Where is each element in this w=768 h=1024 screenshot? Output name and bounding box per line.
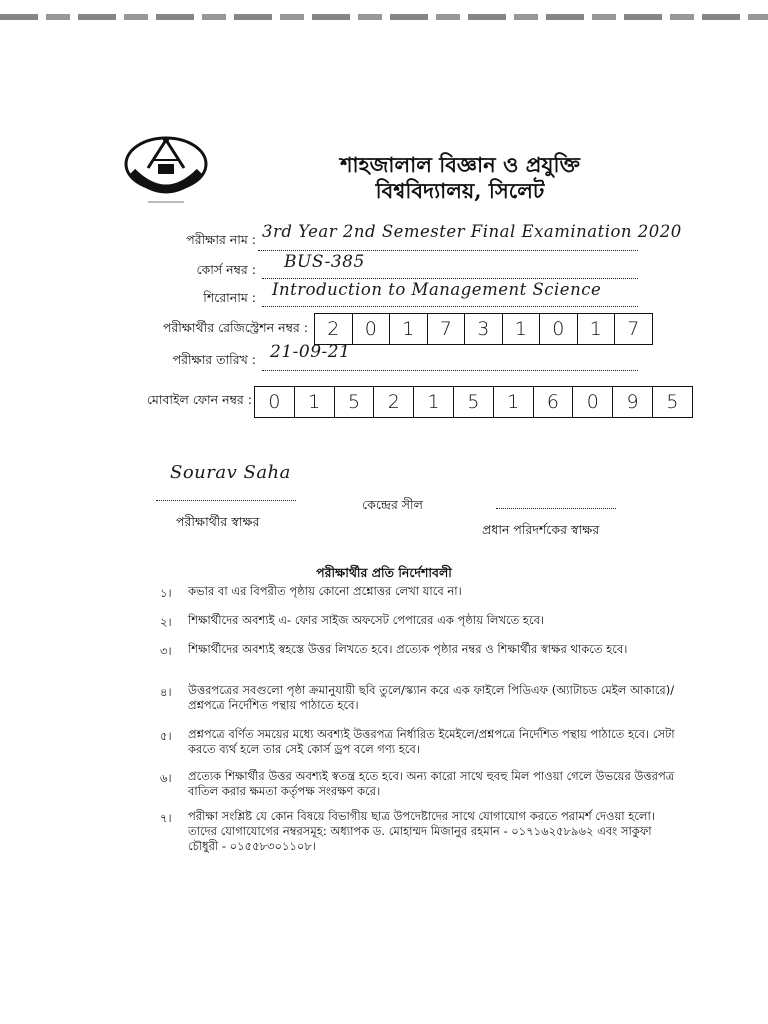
exam-date-label: পরীক্ষার তারিখ :: [172, 352, 256, 367]
title-line: [262, 306, 638, 307]
instruction-item: [160, 613, 680, 633]
course-no-line: [262, 278, 638, 279]
reg-digit: 0: [353, 314, 391, 344]
reg-digit: 0: [540, 314, 578, 344]
reg-digit: 1: [503, 314, 541, 344]
university-name-line2: বিশ্ববিদ্যালয়, সিলেট: [375, 178, 545, 203]
instruction-text: প্রত্যেক শিক্ষার্থীর উত্তর অবশ্যই স্বতন্ত্র হতে হবে। অন্য কারো সাথে হুবহু মিল পাওয়া গেলে উভয়ের উত্তরপত্র বাতিল করার ক্ষমতা কর্তৃপক্ষ সংরক্ষণ করে।: [188, 769, 675, 798]
course-no-value: BUS-385: [284, 252, 365, 272]
student-signature-label: পরীক্ষার্থীর স্বাক্ষর: [176, 514, 260, 529]
mobile-digit: 1: [494, 387, 534, 417]
mobile-digit: 1: [295, 387, 335, 417]
university-logo: [118, 128, 214, 210]
supervisor-signature-line: [496, 508, 616, 509]
instruction-text: কভার বা এর বিপরীত পৃষ্ঠায় কোনো প্রশ্নোত্তর লেখা যাবে না।: [188, 584, 462, 598]
instruction-number: ৬।: [160, 771, 172, 785]
reg-digit: 1: [578, 314, 616, 344]
student-signature: Sourav Saha: [170, 462, 291, 483]
instruction-item: [160, 683, 680, 713]
instruction-text: প্রশ্নপত্রে বর্ণিত সময়ের মধ্যে অবশ্যই উত্তরপত্র নির্ধারিত ইমেইলে/প্রশ্নপত্রে নির্দেশিত পন্থায় পাঠাতে হবে। সেটা করতে ব্যর্থ হলে তার সেই কোর্স ড্রপ বলে গণ্য হবে।: [188, 727, 675, 756]
exam-name-label: পরীক্ষার নাম :: [186, 232, 256, 247]
instruction-number: ৩।: [160, 644, 172, 658]
instruction-item: [160, 584, 680, 604]
mobile-label: মোবাইল ফোন নম্বর :: [146, 392, 252, 407]
instruction-number: ৭।: [160, 811, 172, 825]
mobile-digit: 0: [573, 387, 613, 417]
mobile-digit: 9: [613, 387, 653, 417]
center-seal-label: কেন্দ্রের সীল: [362, 497, 423, 512]
mobile-digit: 5: [666, 391, 679, 413]
instruction-item: [160, 769, 680, 799]
instruction-item: [160, 642, 680, 662]
instruction-number: ২।: [160, 615, 172, 629]
mobile-digit: 5: [454, 387, 494, 417]
exam-date-line: [262, 370, 638, 371]
instruction-number: ৫।: [160, 729, 172, 743]
exam-date-value: 21-09-21: [270, 342, 351, 362]
university-name-line1: শাহজালাল বিজ্ঞান ও প্রযুক্তি: [340, 152, 580, 177]
mobile-digit: 6: [534, 387, 574, 417]
instruction-text: উত্তরপত্রের সবগুলো পৃষ্ঠা ক্রমানুযায়ী ছবি তুলে/স্ক্যান করে এক ফাইলে পিডিএফ (অ্যাটাচড মেইল আকারে)/প্রশ্নপত্রে নির্দেশিত পন্থায় পাঠাতে হবে।: [188, 683, 675, 712]
instruction-text: শিক্ষার্থীদের অবশ্যই এ- ফোর সাইজ অফসেট পেপারের এক পৃষ্ঠায় লিখতে হবে।: [188, 613, 545, 627]
title-value: Introduction to Management Science: [272, 280, 602, 299]
reg-number-boxes: [314, 313, 653, 345]
mobile-digit: 1: [414, 387, 454, 417]
reg-digit: 7: [627, 318, 640, 340]
mobile-digit: 5: [335, 387, 375, 417]
instruction-text: পরীক্ষা সংশ্লিষ্ট যে কোন বিষয়ে বিভাগীয় ছাত্র উপদেষ্টাদের সাথে যোগাযোগ করতে পরামর্শ দেওয়া হলো। তাদের যোগাযোগের নম্বরসমূহ: অধ্যাপক ড. মোহাম্মদ মিজানুর রহমান - ০১৭১৬২৫৮৯৬২ এবং সাকুফা চৌধুরী - ০১৫৫৮৩০১১০৮।: [188, 809, 655, 853]
reg-digit: 1: [390, 314, 428, 344]
reg-digit: 3: [465, 314, 503, 344]
instruction-item: [160, 809, 680, 854]
exam-name-line: [258, 250, 638, 251]
title-label: শিরোনাম :: [203, 290, 256, 305]
reg-digit: 2: [315, 314, 353, 344]
reg-digit: 7: [428, 314, 466, 344]
exam-name-value: 3rd Year 2nd Semester Final Examination 2020: [262, 222, 682, 241]
instruction-item: [160, 727, 680, 757]
student-signature-line: [156, 500, 296, 501]
instructions-title: পরীক্ষার্থীর প্রতি নির্দেশাবলী: [316, 565, 452, 580]
instruction-number: ৪।: [160, 685, 172, 699]
instruction-text: শিক্ষার্থীদের অবশ্যই স্বহস্তে উত্তর লিখতে হবে। প্রত্যেক পৃষ্ঠার নম্বর ও শিক্ষার্থীর স্বাক্ষর থাকতে হবে।: [188, 642, 628, 656]
mobile-digit: 2: [374, 387, 414, 417]
reg-label: পরীক্ষার্থীর রেজিস্ট্রেশন নম্বর :: [162, 320, 308, 335]
supervisor-signature-label: প্রধান পরিদর্শকের স্বাক্ষর: [482, 522, 600, 537]
mobile-number-boxes: [254, 386, 693, 418]
mobile-digit: 0: [255, 387, 295, 417]
scan-top-edge: [0, 14, 768, 20]
course-no-label: কোর্স নম্বর :: [196, 262, 256, 277]
instruction-number: ১।: [160, 586, 172, 600]
